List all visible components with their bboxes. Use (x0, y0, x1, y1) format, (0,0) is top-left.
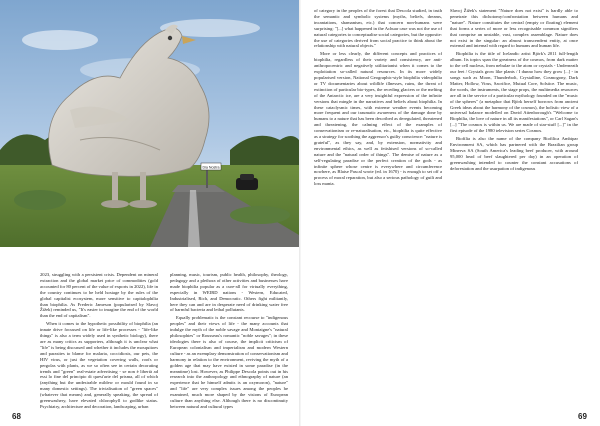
paragraph: 2023, struggling with a persistent crisis. Dependent on mineral extraction and the global market price of commodities (gold accounted for 80 percent of the value of exports in 2022), life in the country continues to be held hostage by the rules of the global capitalist ecosystem, more sensitive to capitalophilia than biophilia. As Frederic Jameson (popularised by Slavoj Žižek) reminded us, "It's easier to imagine the end of the world than the end of capitalism". (40, 272, 158, 319)
paragraph: of category in the peoples of the forest that Descola studied, in truth the semantic and symbolic systems (myths, beliefs, dreams, incantations, shamanism, etc.) that concern non-humans were surprising: "[...] what happened in the Achuar case was not the use of natural categories to conceptualise social categories, but the opposite: the use of categories derived from social practice to think about the relationship with natural objects." (314, 8, 442, 49)
photo-illustration (0, 0, 299, 247)
text-column-4 (450, 8, 578, 410)
road-sign-text: Dia Nostra (202, 165, 220, 170)
text-column-1 (40, 272, 158, 410)
paragraph: More or less clearly, the different concepts and practices of biophilia, regardless of their variety and consistency, are anti-anthropocentric and negatively utilitarianist when it comes to the exploitation so-called natural resources. In its more widely popularised version, National Geographic-style biophilia videophilia or TV documentaries about wildlife illnesses, ruins, the threat of extinction of particular bio-types, the receding glaciers or the melting of the Antarctic ice, are a very insightful expression of the infinite versions that mingle in the narratives and beliefs about biophilia. In these cataclysmic times, with extreme weather events becoming more frequent and our traumatic awareness of the damage done by humans to a nature that has been described as deregulated, threatened and threatening, the calming effect of the examples of conservationism or re-naturalisation, etc., biophilia is quite effective as a strategy for soothing the aggressor's guilty conscience: "nature is grateful", as they say, and, by extension, normativity and environmental ethics, as well as fetishised versions of so-called nature and the "natural order of things". The demise of nature as a self-regulating paradise or the perfect creation of the gods - as infinite sphere whose centre is everywhere and circumference nowhere, as Blaise Pascal wrote (ed. in 1670) - is enough to set off a process of moral reparation, but also a serious pathology of guilt and loss mania. (314, 51, 442, 187)
paragraph: Equally problematic is the constant recourse to "indigenous peoples" and their views of life - the many accounts that indulge the myth of the noble savage and Montaigne's "natural philosophies" or Rousseau's romantic "noble savages"; in these ideologies there is also of course, the implicit criticism of European colonialism and imperialism and modern Western culture - as an exemplary demonstration of conservationism and harmony in relation to the environment, reviving the myth of a golden age that may have existed in some paradise (in the meantime) lost. However, as Philippe Descola points out in his research into the anthropology and ethnography of nature (an experience that he himself admits is an oxymoron), "nature" and "life" are very complex issues among the peoples he examined, much more shaped by the visions of European culture than anything else. Although there is no discontinuity between natural and cultural types (170, 315, 288, 409)
paragraph: planning, music, tourism, public health, philosophy, theology, pedagogy and a plethora of other activities and businesses have made biophilia popular as a cure-all for virtually everything, especially in WEIRD nations - Western, Educated, Industrialised, Rich, and Democratic. Others fight militantly, here they can and are in desperate need of drinking water free of harmful bacteria and lethal pollutants. (170, 272, 288, 313)
page-number-right: 69 (578, 412, 587, 421)
photograph-giant-bird-sculpture (0, 0, 299, 247)
paragraph: Biophilia is the title of Icelandic artist Björk's 2011 full-length album. Its topics span the greatness of the cosmos, from dark matter to the cell nucleus, from nebulae to the atom or crystals - Underneath our feet / Crystals grow like plants / I dunno how they grow [...] - in songs such as Moon, Thunderbolt, Crystalline, Cosmogony, Dark Matter, Hollow, Virus, Sacrifice, Mutual Core, Solstice. The music, the words, the instruments, the stage props, the multimedia resources are all in the service of a particular mythology founded on the "music of the spheres" (a metaphor that Björk herself borrows from ancient Greek ideas about the harmony of the cosmos), the holistic view of a universal balance modelled on David Attenborough's "Welcome to Biophilia, the love of nature in all its manifestations", or Carl Sagan's [...] "The cosmos is within us. We are made of star-stuff [...]" in the first episode of the 1980 television series Cosmos. (450, 51, 578, 134)
text-column-2 (170, 272, 288, 410)
page-number-left: 68 (12, 412, 21, 421)
paragraph: Slavoj Žižek's statement "Nature does not exist" is hardly able to penetrate this dichotomy/confrontation between humans and "nature". Nature constitutes the central (empty or floating) element that forms a series of more or less recognisable common signifiers that comprise an unstable, vast, complex assemblage. Nature does not exist in the singular: an almost transcendent entity, at once external and internal with regard to humans and human life. (450, 8, 578, 49)
paragraph: Biofilia is also the name of the company Biofilica Ambipar Environment SA, which has partnered with the Brazilian group Minerva SA (South America's leading beef producer, with around 95,000 head of beef slaughtered per day) in an operation of greenwashing intended to counter the constant accusations of deforestation and the usurpation of indigenous (450, 136, 578, 171)
text-column-3 (314, 8, 442, 410)
paragraph: When it comes to the hypothetic possibility of biophilia (an innate drive focussed on life or life-like processes - "life-like things" is also a term widely used in synthetic biology), there are as many critics as supporters, although it is unclear what "life" is being discussed and whether it includes the mosquitoes and parasites to blame for malaria, coccidiosis, our pets, the HIV virus, or just the vegetation covering walls, roofs or pergolas with plants, as we so often see in certain decorating trends and "green" real-estate advertising - se non è libertà ad essi lo fine del principio di quest'arte del prisma, all of which (anything but the undesirable mildew or mould found in so many domestic settings). The trivialisation of "green spaces" (whatever that means) and, generally speaking, the spread of greenwashery, have elevated chlorophyll to godlike status. Psychiatry, architecture and decoration, landscaping, urban (40, 321, 158, 409)
page-gutter (299, 0, 301, 426)
